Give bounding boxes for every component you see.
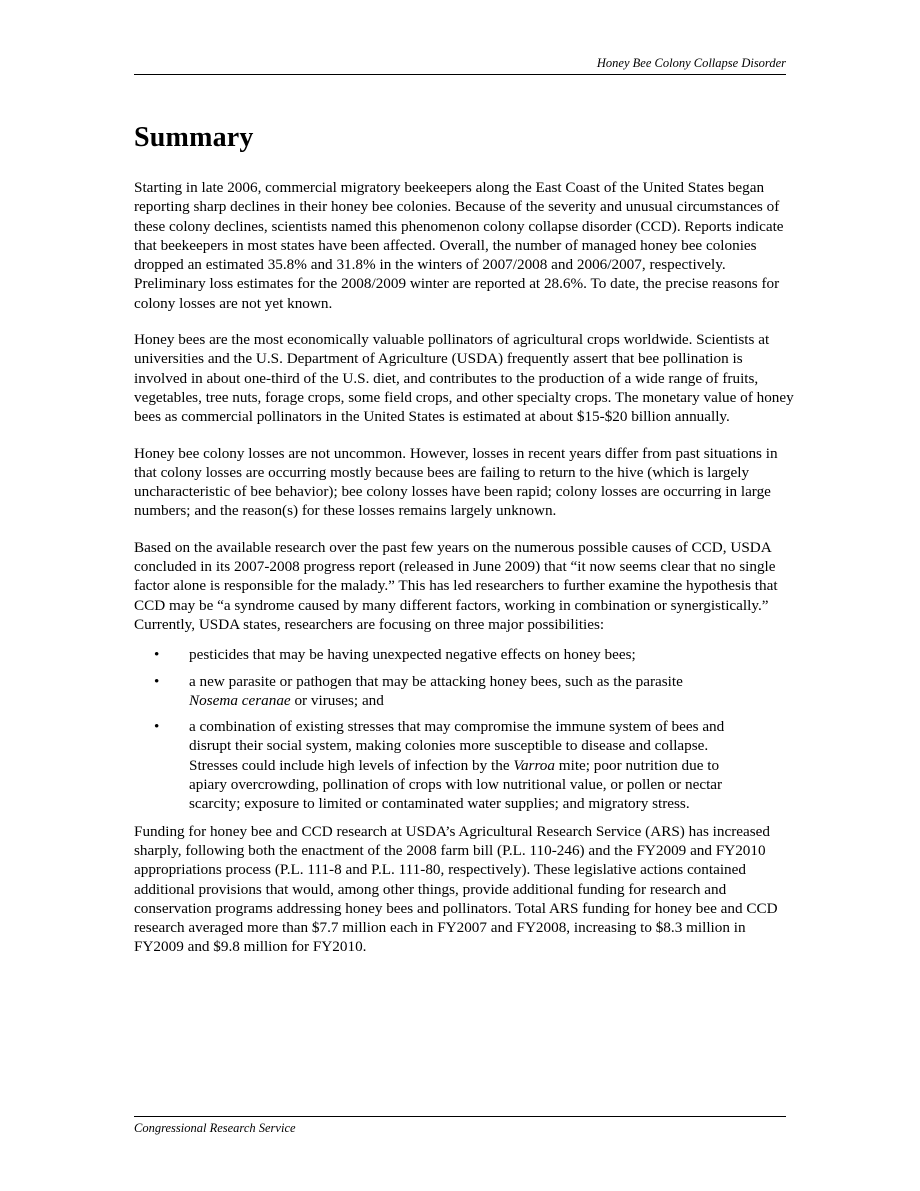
paragraph-research: Based on the available research over the past few years on the numerous possible causes of CCD, USDA concluded in its 2007-2008 progress report (released in June 2009) that “it now seems clear that no single factor alone is responsible for the malady.” This has led researchers to further examine the hypothesis that CCD may be “a syndrome caused by many different factors, working in combination or synergistically.” Currently, USDA states, researchers are focusing on three major possibilities: [134,538,778,633]
list-item [134,645,794,664]
paragraph-intro: Starting in late 2006, commercial migratory beekeepers along the East Coast of the United States began reporting sharp declines in their honey bee colonies. Because of the severity and unusual circumstances of these colony declines, scientists named this phenomenon colony collapse disorder (CCD). Reports indicate that beekeepers in most states have been affected. Overall, the number of managed honey bee colonies dropped an estimated 35.8% and 31.8% in the winters of 2007/2008 and 2006/2007, respectively. Preliminary loss estimates for the 2008/2009 winter are reported at 28.6%. To date, the precise reasons for colony losses are not yet known. [134,179,784,312]
list-item [134,672,794,711]
bullet-marker: • [154,672,160,690]
page-title: Summary [134,122,254,153]
list-item-text: a combination of existing stresses that may compromise the immune system of bees and disrupt their social system, making colonies more susceptible to disease and collapse. Stresses could include high levels of infection by the Varroa mite; poor nutrition due to apiary overcrowding, pollination of crops with low nutritional value, or pollen or nectar scarcity; exposure to limited or contaminated water supplies; and migratory stress. [189,718,725,813]
running-header: Honey Bee Colony Collapse Disorder [134,56,786,75]
list-item [134,717,794,813]
paragraph-pollinators: Honey bees are the most economically valuable pollinators of agricultural crops worldwide. Scientists at universities and the U.S. Department of Agriculture (USDA) frequently assert that bee pollination is involved in about one-third of the U.S. diet, and contributes to the production of a wide range of fruits, vegetables, tree nuts, forage crops, some field crops, and other specialty crops. The monetary value of honey bees as commercial pollinators in the United States is estimated at about $15-$20 billion annually. [134,331,794,426]
species-name: Nosema ceranae [189,691,291,709]
running-footer: Congressional Research Service [134,1116,786,1136]
list-item-text: pesticides that may be having unexpected negative effects on honey bees; [189,646,636,664]
list-item-text: a new parasite or pathogen that may be attacking honey bees, such as the parasite Nosema ceranae or viruses; and [189,672,683,709]
paragraph-funding: Funding for honey bee and CCD research at USDA’s Agricultural Research Service (ARS) has increased sharply, following both the enactment of the 2008 farm bill (P.L. 110-246) and the FY2009 and FY2010 appropriations process (P.L. 111-8 and P.L. 111-80, respectively). These legislative actions contained additional provisions that would, among other things, provide additional funding for research and conservation programs addressing honey bees and pollinators. Total ARS funding for honey bee and CCD research averaged more than $7.7 million each in FY2007 and FY2008, increasing to $8.3 million in FY2009 and $9.8 million for FY2010. [134,822,778,956]
species-name: Varroa [513,756,555,774]
bullet-marker: • [154,646,160,664]
bullet-marker: • [154,718,160,736]
document-body [134,178,794,974]
paragraph-losses: Honey bee colony losses are not uncommon. However, losses in recent years differ from past situations in that colony losses are occurring mostly because bees are failing to return to the hive (which is largely uncharacteristic of bee behavior); bee colony losses have been rapid; colony losses are occurring in large numbers; and the reason(s) for these losses remains largely unknown. [134,444,778,520]
possibilities-list [134,645,794,813]
